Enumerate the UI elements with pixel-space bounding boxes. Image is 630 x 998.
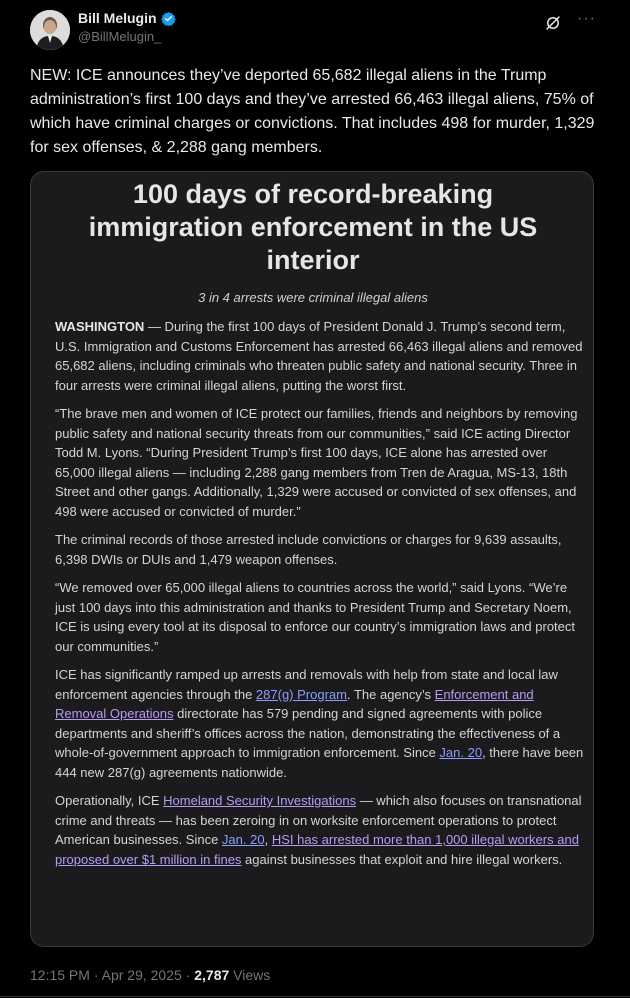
- meta-separator: ·: [89, 967, 102, 983]
- paragraph-6-text-2: — which also focuses on transnational crime and threats — has been zeroing in on worksite enforcement operations to protect American businesses. Since: [55, 793, 582, 847]
- article-body: [55, 317, 585, 878]
- author-name-row: [78, 10, 176, 26]
- link-287g-program[interactable]: 287(g) Program: [255, 686, 347, 702]
- views-label: Views: [229, 967, 271, 983]
- grok-icon[interactable]: [544, 14, 562, 32]
- post-time[interactable]: 12:15 PM: [30, 967, 90, 983]
- paragraph-3: The criminal records of those arrested include convictions or charges for 9,639 assaults, 6,398 DWIs or DUIs and 1,479 weapon offenses.: [55, 532, 562, 567]
- article-card[interactable]: [30, 171, 594, 947]
- paragraph-6-text-3: ,: [264, 832, 272, 847]
- verified-badge-icon[interactable]: [161, 11, 176, 26]
- paragraph-1-text: — During the first 100 days of President Donald J. Trump’s second term, U.S. Immigration and Customs Enforcement has arrested 66,463 illegal aliens and removed 65,682 aliens, including criminals who threaten public safety and national security. Three in four arrests were criminal illegal aliens, putting the worst first.: [55, 319, 583, 393]
- dateline: WASHINGTON: [55, 319, 145, 334]
- display-name[interactable]: Bill Melugin: [78, 10, 157, 26]
- author-names: [78, 10, 176, 44]
- paragraph-6: [55, 791, 585, 869]
- handle[interactable]: @BillMelugin_: [78, 29, 162, 44]
- link-enforcement-removal-operations[interactable]: Enforcement and Removal Operations: [55, 686, 534, 721]
- link-hsi-arrests[interactable]: HSI has arrested more than 1,000 illegal workers and proposed over $1 million in fines: [55, 832, 579, 867]
- link-jan-20[interactable]: Jan. 20: [439, 745, 483, 760]
- paragraph-5-text-3: directorate has 579 pending and signed agreements with police departments and sheriff’s offices across the nation, demonstrating the effectiveness of a whole-of-government approach to immigration enforcement. Since: [55, 706, 561, 760]
- article-title: 100 days of record-breaking immigration enforcement in the US interior: [88, 179, 538, 275]
- divider: [0, 996, 630, 997]
- paragraph-5-text-1: ICE has significantly ramped up arrests and removals with help from state and local law enforcement agencies through the: [55, 667, 558, 702]
- paragraph-1: [55, 317, 585, 395]
- paragraph-5: [55, 665, 585, 782]
- views-count[interactable]: 2,787: [194, 967, 230, 983]
- paragraph-5-text-2: . The agency’s: [346, 686, 435, 702]
- paragraph-6-text-4: against businesses that exploit and hire illegal workers.: [241, 851, 563, 867]
- link-homeland-security-investigations[interactable]: Homeland Security Investigations: [163, 793, 357, 808]
- tweet-meta: [30, 967, 270, 983]
- paragraph-4: “We removed over 65,000 illegal aliens to countries across the world,” said Lyons. “We’re just 100 days into this administration and thanks to President Trump and Secretary Noem, ICE is using every tool at its disposal to enforce our country’s immigration laws and protect our communities.”: [55, 580, 575, 654]
- meta-separator-2: ·: [181, 967, 195, 983]
- paragraph-2: “The brave men and women of ICE protect our families, friends and neighbors by removing public safety and national security threats from our communities,” said ICE acting Director Todd M. Lyons. “During President Trump’s first 100 days, ICE alone has arrested over 65,000 illegal aliens — including 2,288 gang members from Tren de Aragua, MS-13, 18th Street and other gangs. Additionally, 1,329 were accused or convicted of sex offenses, and 498 were accused or convicted of murder.”: [55, 406, 578, 519]
- tweet-text: NEW: ICE announces they’ve deported 65,682 illegal aliens in the Trump administration’s first 100 days and they’ve arrested 66,463 illegal aliens, 75% of which have criminal charges or convictions. That includes 498 for murder, 1,329 for sex offenses, & 2,288 gang members.: [30, 67, 595, 156]
- article-subtitle: 3 in 4 arrests were criminal illegal aliens: [198, 290, 428, 305]
- more-options-icon[interactable]: ···: [577, 10, 596, 27]
- link-jan-20-hsi[interactable]: Jan. 20: [221, 832, 265, 847]
- avatar[interactable]: [30, 10, 70, 50]
- paragraph-5-text-4: , there have been 444 new 287(g) agreements nationwide.: [55, 745, 584, 780]
- post-date[interactable]: Apr 29, 2025: [101, 967, 182, 983]
- tweet-header: [30, 8, 602, 50]
- paragraph-6-text-1: Operationally, ICE: [55, 793, 164, 808]
